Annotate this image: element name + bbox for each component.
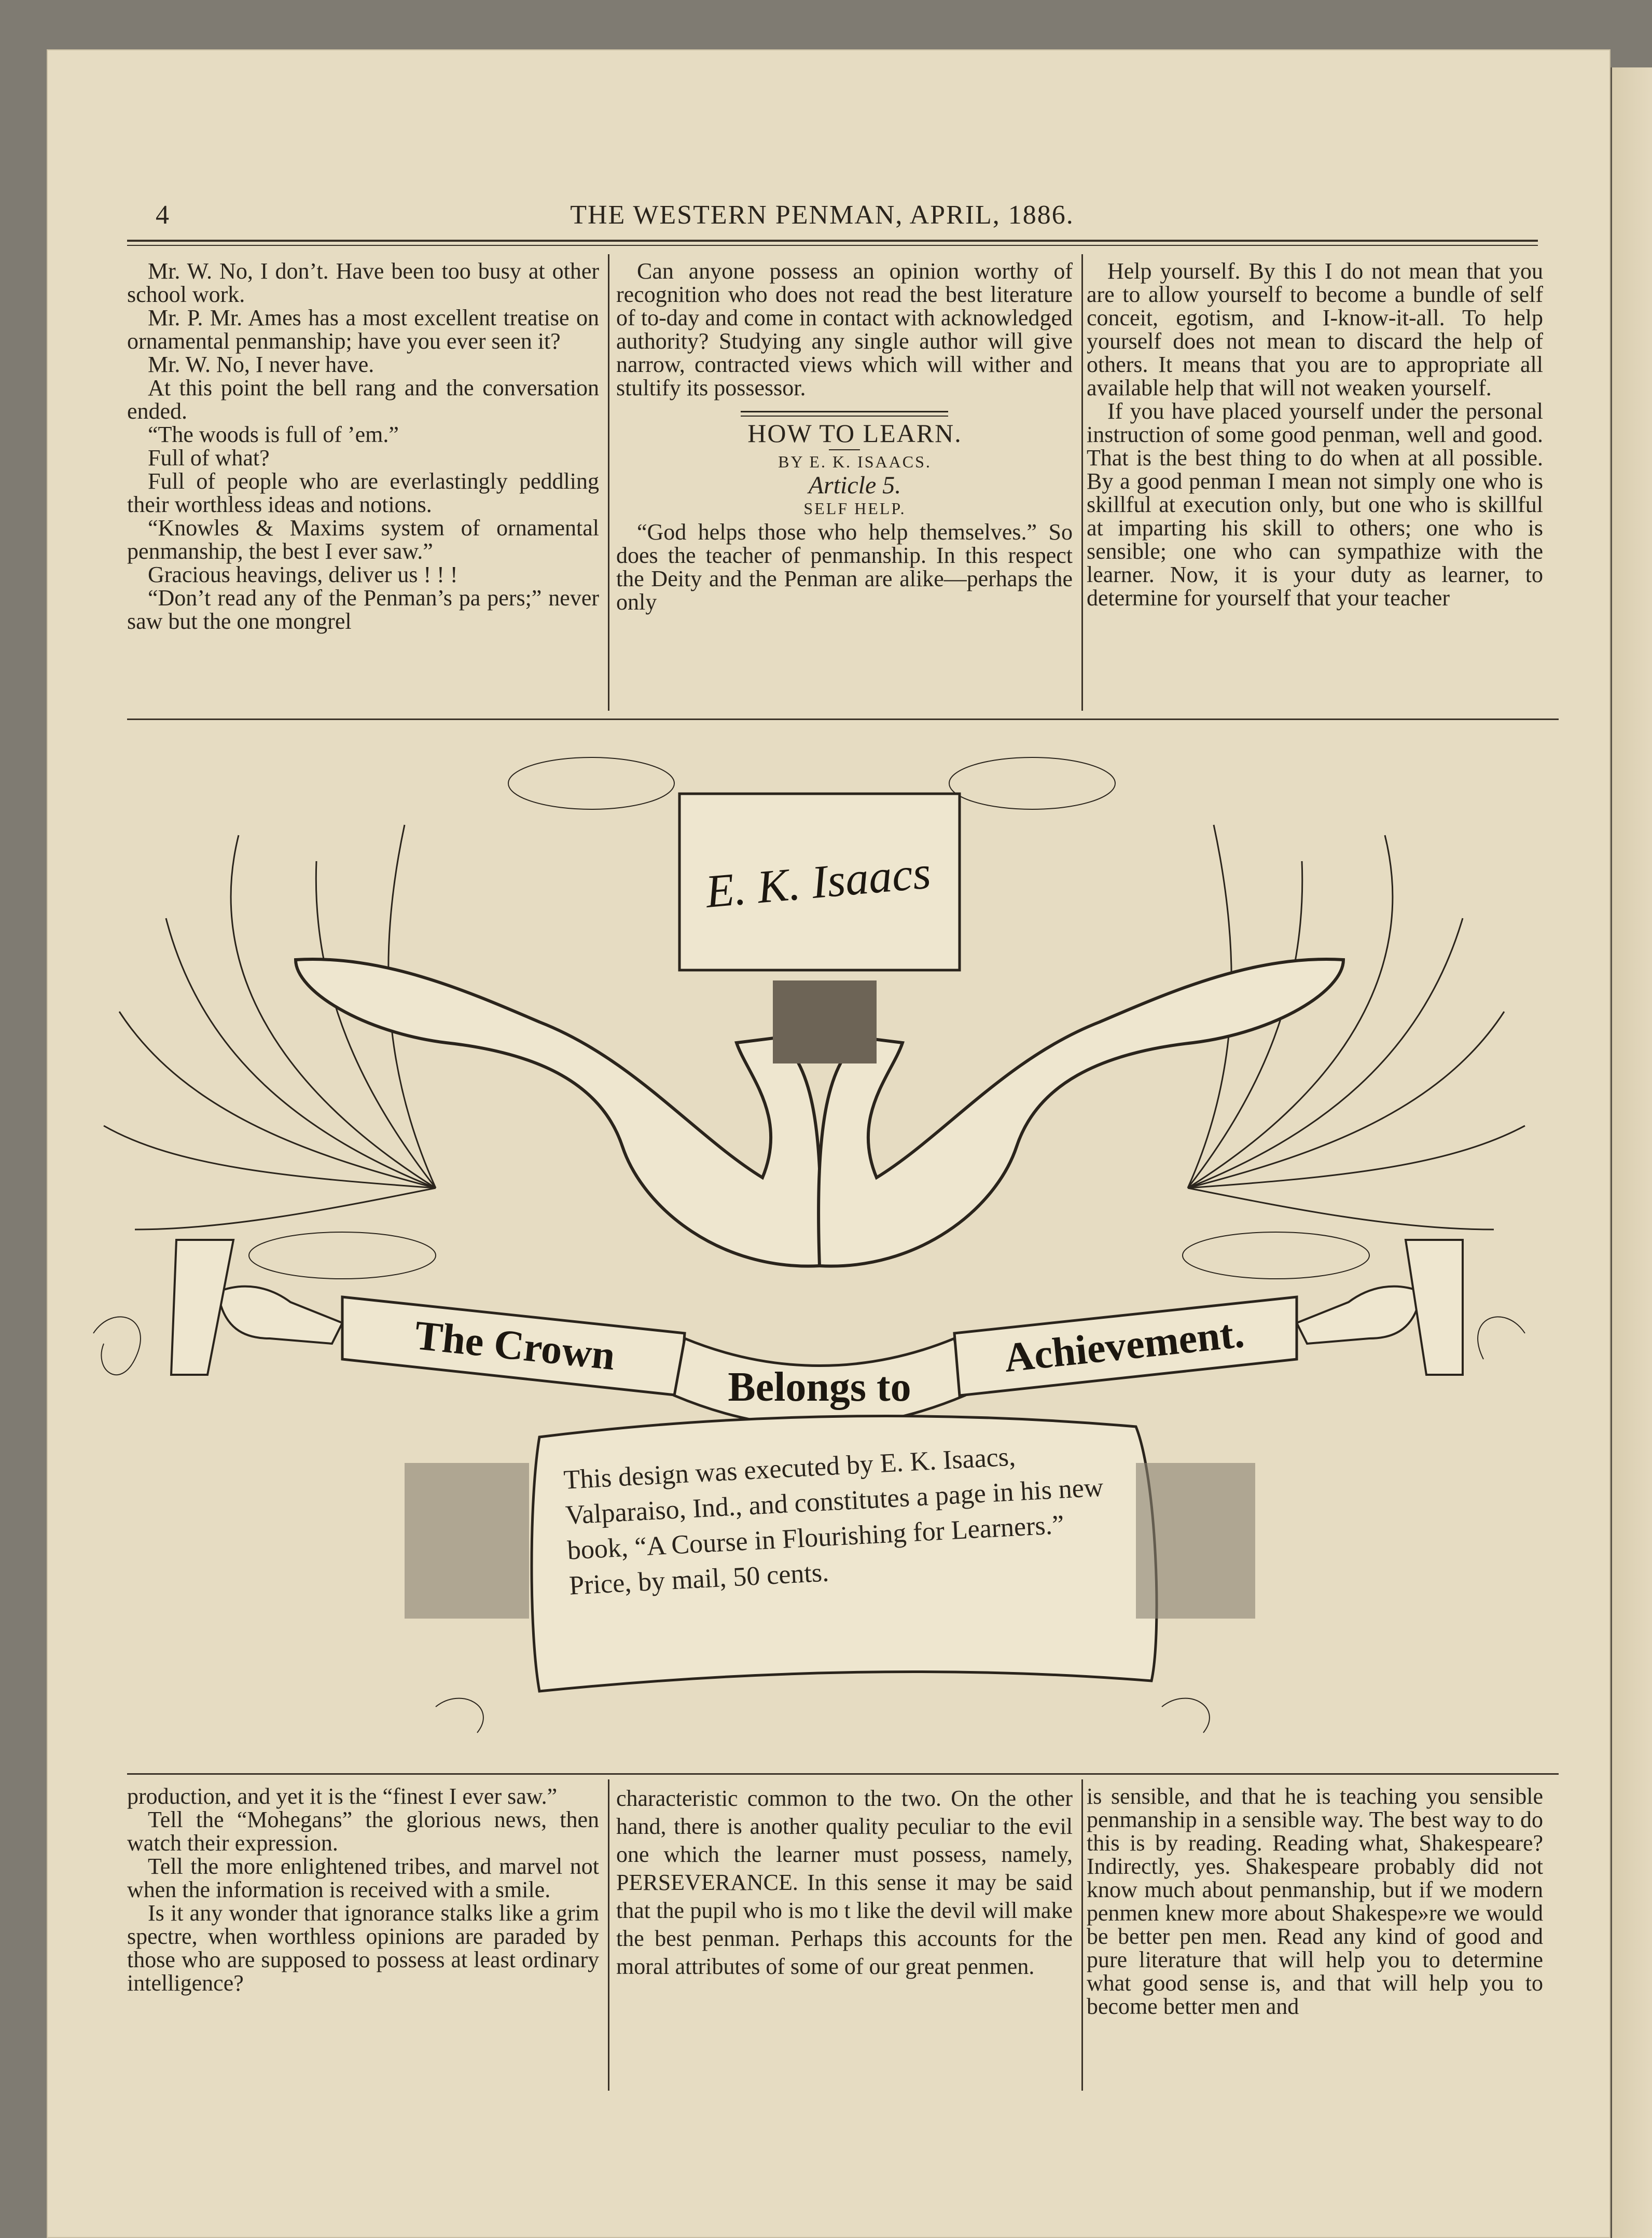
column-divider [1081,1779,1083,2091]
bottom-column-2 [616,1785,1073,1981]
top-column-3 [1087,259,1543,610]
top-column-1 [127,259,599,633]
banner-middle-text: Belongs to [728,1364,911,1410]
right-hand-icon [1297,1287,1421,1344]
paragraph: Tell the more enlightened tribes, and marvel not when the information is received with a smile. [127,1854,599,1902]
bottom-column-1 [127,1785,599,1995]
right-landscape-vignette [1136,1463,1255,1619]
banner-right-text: Achievement. [1002,1310,1246,1382]
header-rule [127,240,1538,242]
paragraph: “God helps those who help themselves.” So does the teacher of penmanship. In this respect the Deity and the Penman are alike—perhaps the only [616,519,1073,615]
flourished-illustration [73,721,1566,1753]
paragraph: characteristic common to the two. On the other hand, there is another quality peculiar to the evil one which the learner must possess, namely, PERSEVERANCE. In this sense it may be said that the pupil who is mo t like the devil will make the best penman. Perhaps this accounts for the moral attributes of some of our great penmen. [616,1786,1073,1979]
paragraph: Full of what? [148,445,270,471]
section-rule [741,411,948,417]
running-title: THE WESTERN PENMAN, APRIL, 1886. [570,200,1074,230]
paragraph: At this point the bell rang and the conversation ended. [127,375,599,424]
left-landscape-vignette [405,1463,529,1619]
paragraph: Gracious heavings, deliver us ! ! ! [148,562,458,587]
article-number: Article 5. [808,472,901,499]
paragraph: If you have placed yourself under the personal instruction of some good penman, well and good. That is the best thing to do when at all possible. By a good penman I mean not simply one who is skillful at execution only, but one who is skillful at imparting his skill to others; one who is sensible; one who can sympathize with the learner. Now, it is your duty as learner, to determine for yourself that your teacher [1087,398,1543,611]
paragraph: is sensible, and that he is teaching you sensible penmanship in a sensible way. The best way to do this is by reading. Reading what, Shakespeare? Indirectly, yes. Shakespeare probably did not know much about penmanship, but if we modern penmen knew more about Shakespe»re we would be better pen men. Read any kind of good and pure literature that will help you to determine what good sense is, and that will help you to become better men and [1087,1784,1543,2019]
page-header [112,200,1533,236]
paragraph: production, and yet it is the “finest I ever saw.” [127,1784,558,1809]
signature: E. K. Isaacs [703,847,933,918]
building-vignette [773,980,877,1063]
header-rule-thin [127,245,1538,246]
paragraph: “The woods is full of ’em.” [148,422,399,447]
column-divider [1081,254,1083,711]
article-title: HOW TO LEARN. [747,419,962,448]
section-rule [127,719,1559,720]
section-heading: SELF HELP. [803,499,906,518]
illustration-caption: This design was executed by E. K. Isaacs, Valparaiso, Ind., and constitutes a page in his new book, “A Course in Flourishing for Learners.” Price, by mail, 50 cents. [563,1442,1104,1601]
column-divider [608,254,609,711]
article-byline: BY E. K. ISAACS. [778,452,932,471]
paragraph: Full of people who are everlastingly peddling their worthless ideas and notions. [127,468,599,517]
left-hand-icon [218,1287,342,1344]
top-column-2 [616,259,1073,614]
paragraph: “Knowles & Maxims system of ornamental penmanship, the best I ever saw.” [127,515,599,564]
paragraph: Mr. W. No, I don’t. Have been too busy at other school work. [127,258,599,307]
page-number: 4 [156,200,170,230]
paragraph: Can anyone possess an opinion worthy of recognition who does not read the best literature of to-day and come in contact with acknowledged authority? Studying any single author will give narrow, contracted views which will wither and stultify its possessor. [616,258,1073,400]
column-divider [608,1779,609,2091]
section-rule [127,1773,1559,1775]
paragraph: “Don’t read any of the Penman’s pa pers;” never saw but the one mongrel [127,585,599,634]
paragraph: Mr. P. Mr. Ames has a most excellent treatise on ornamental penmanship; have you ever seen it? [127,305,599,354]
banner-left-text: The Crown [412,1313,617,1379]
paragraph: Help yourself. By this I do not mean that you are to allow yourself to become a bundle of self conceit, egotism, and I-know-it-all. To help yourself does not mean to discard the help of others. It means that you are to appropriate all available help that will not weaken yourself. [1087,258,1543,400]
bottom-column-3 [1087,1785,1543,2018]
paragraph: Is it any wonder that ignorance stalks like a grim spectre, when worthless opinions are paraded by those who are supposed to possess at least ordinary intelligence? [127,1900,599,1996]
adjacent-page-edge [1611,67,1652,2238]
paragraph: Mr. W. No, I never have. [148,352,374,377]
paragraph: Tell the “Mohegans” the glorious news, then watch their expression. [127,1807,599,1856]
